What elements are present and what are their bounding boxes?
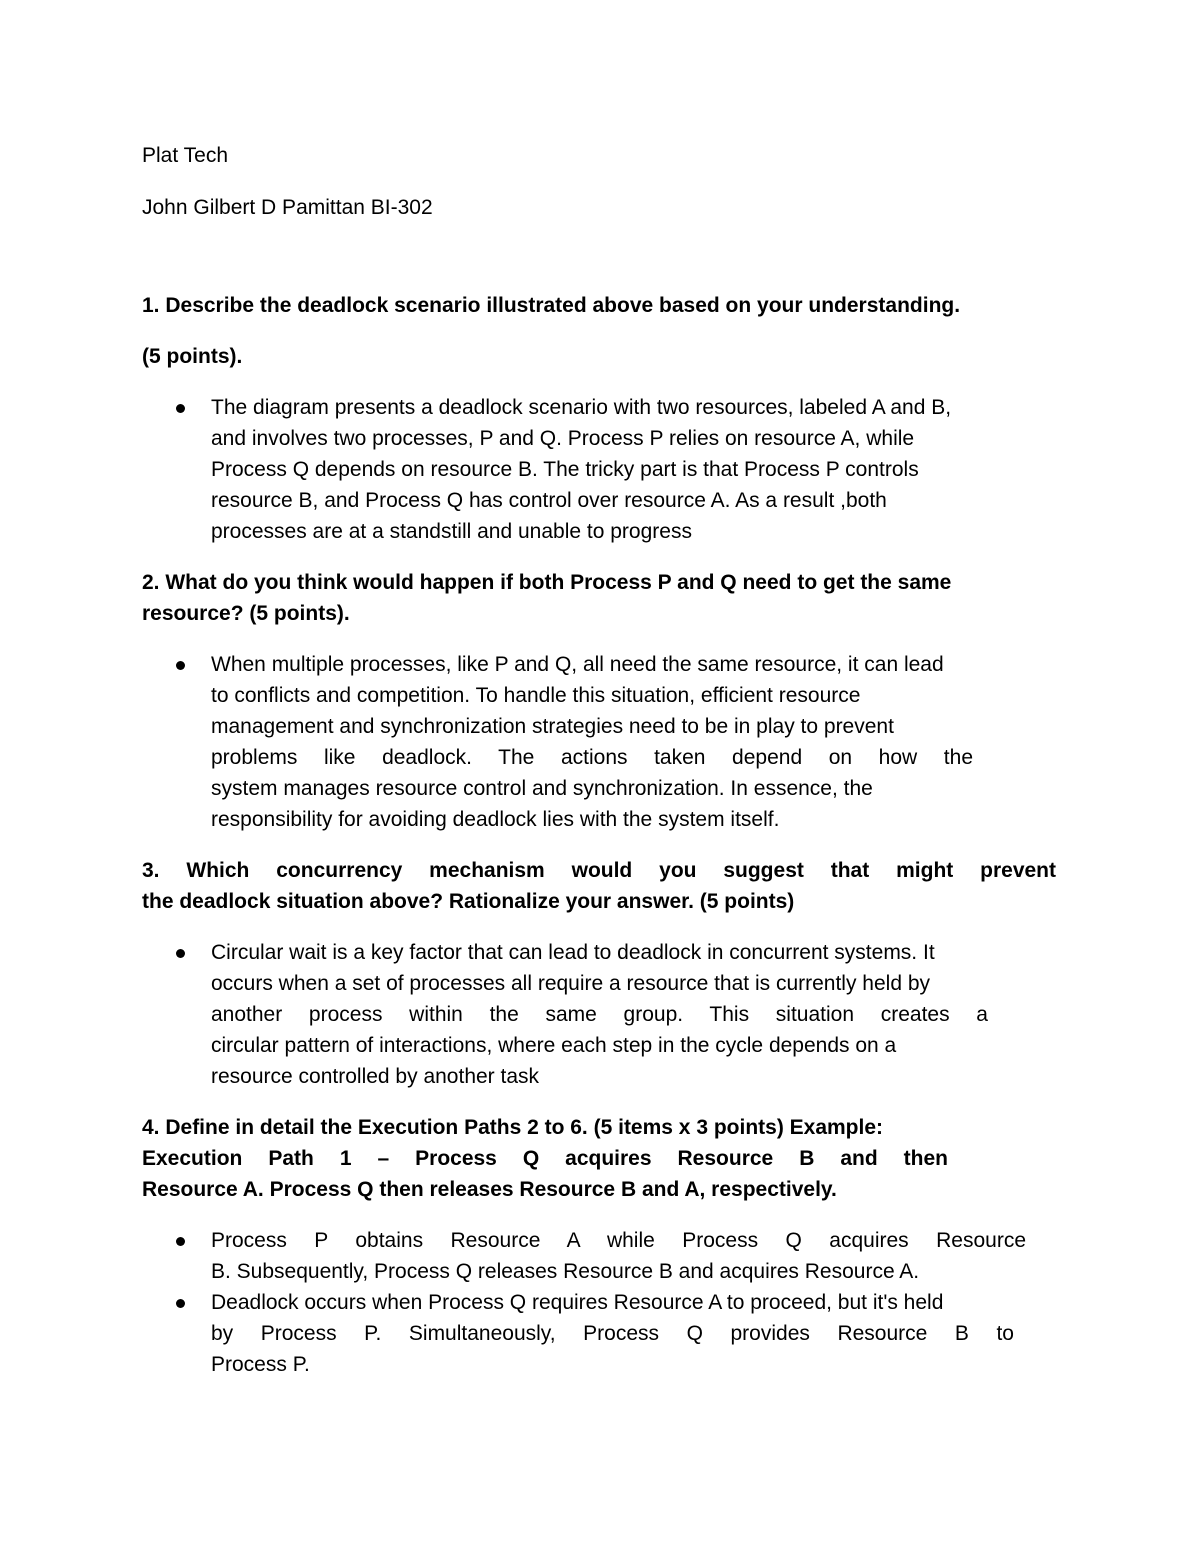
answer-line: resource controlled by another task: [211, 1065, 540, 1088]
answer-line: by Process P. Simultaneously, Process Q provides Resource B to: [211, 1322, 1014, 1345]
question-3: [142, 855, 1056, 917]
bullet-icon: [176, 1237, 185, 1246]
answer-item: [142, 649, 1056, 835]
bullet-icon: [176, 949, 185, 958]
question-1-points: (5 points).: [142, 345, 243, 368]
answer-item: [142, 1225, 1056, 1287]
question-line: the deadlock situation above? Rationalize your answer. (5 points): [142, 890, 795, 913]
question-line: 4. Define in detail the Execution Paths 2 to 6. (5 items x 3 points) Example:: [142, 1116, 884, 1139]
answer-list-2: [142, 649, 1056, 835]
answer-line: resource B, and Process Q has control over resource A. As a result ,both: [211, 489, 887, 512]
answer-line: responsibility for avoiding deadlock lies with the system itself.: [211, 808, 780, 831]
answer-item: [142, 392, 1056, 547]
answer-list-1: [142, 392, 1056, 547]
answer-line: another process within the same group. This situation creates a: [211, 1003, 988, 1026]
answer-line: problems like deadlock. The actions taken depend on how the: [211, 746, 973, 769]
answer-line: Process Q depends on resource B. The tricky part is that Process P controls: [211, 458, 919, 481]
answer-line: Process P obtains Resource A while Process Q acquires Resource: [211, 1229, 1026, 1252]
question-line: 3. Which concurrency mechanism would you suggest that might prevent: [142, 859, 1056, 882]
answer-line: to conflicts and competition. To handle this situation, efficient resource: [211, 684, 861, 707]
question-line: 2. What do you think would happen if both Process P and Q need to get the same: [142, 571, 952, 594]
answer-line: circular pattern of interactions, where each step in the cycle depends on a: [211, 1034, 897, 1057]
answer-list-3: [142, 937, 1056, 1092]
document-page: [142, 140, 1056, 1400]
bullet-icon: [176, 404, 185, 413]
question-1: [142, 290, 1056, 321]
question-line: resource? (5 points).: [142, 602, 350, 625]
bullet-icon: [176, 661, 185, 670]
answer-line: B. Subsequently, Process Q releases Resource B and acquires Resource A.: [211, 1260, 920, 1283]
answer-item: [142, 1287, 1056, 1380]
student-name: John Gilbert D Pamittan BI-302: [142, 196, 433, 219]
answer-line: Process P.: [211, 1353, 310, 1376]
bullet-icon: [176, 1299, 185, 1308]
answer-line: and involves two processes, P and Q. Process P relies on resource A, while: [211, 427, 915, 450]
answer-item: [142, 937, 1056, 1092]
answer-line: processes are at a standstill and unable to progress: [211, 520, 692, 543]
course-title: Plat Tech: [142, 144, 228, 167]
answer-line: When multiple processes, like P and Q, all need the same resource, it can lead: [211, 653, 944, 676]
answer-line: Circular wait is a key factor that can lead to deadlock in concurrent systems. It: [211, 941, 935, 964]
question-2: [142, 567, 1056, 629]
question-line: Resource A. Process Q then releases Resource B and A, respectively.: [142, 1178, 837, 1201]
question-4: [142, 1112, 1056, 1205]
answer-line: Deadlock occurs when Process Q requires Resource A to proceed, but it's held: [211, 1291, 944, 1314]
answer-line: The diagram presents a deadlock scenario with two resources, labeled A and B,: [211, 396, 952, 419]
question-line: 1. Describe the deadlock scenario illustrated above based on your understanding.: [142, 294, 961, 317]
answer-line: occurs when a set of processes all require a resource that is currently held by: [211, 972, 931, 995]
answer-line: management and synchronization strategies need to be in play to prevent: [211, 715, 894, 738]
answer-line: system manages resource control and synchronization. In essence, the: [211, 777, 873, 800]
question-line: Execution Path 1 – Process Q acquires Resource B and then: [142, 1147, 948, 1170]
answer-list-4: [142, 1225, 1056, 1380]
